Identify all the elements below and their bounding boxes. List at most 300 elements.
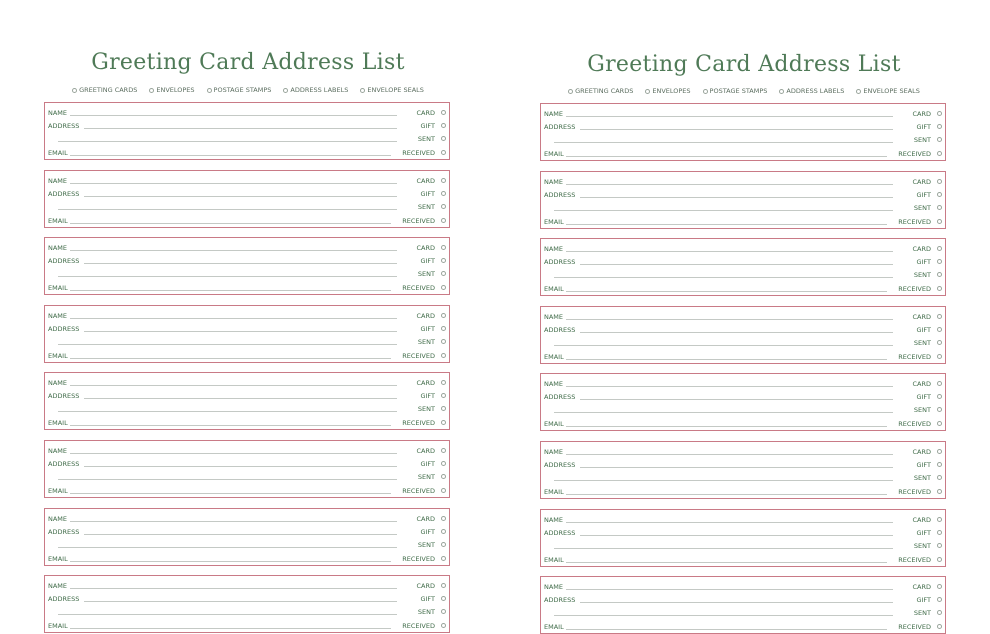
email-line[interactable] xyxy=(70,493,391,494)
gift-label: GIFT xyxy=(420,460,435,468)
sent-label: SENT xyxy=(417,405,435,414)
name-label: NAME xyxy=(48,244,68,253)
card-checkbox-icon[interactable] xyxy=(937,449,942,454)
gift-label: GIFT xyxy=(916,123,931,131)
name-label: NAME xyxy=(544,583,564,592)
address-row xyxy=(541,122,945,132)
checkbox-circle-icon[interactable] xyxy=(568,89,573,94)
address-card xyxy=(540,171,946,229)
address-row xyxy=(45,189,449,199)
option-address-labels[interactable] xyxy=(779,87,844,95)
card-checkbox-icon[interactable] xyxy=(937,179,942,184)
email-row xyxy=(45,554,449,564)
sent-checkbox-icon[interactable] xyxy=(937,475,942,480)
sent-label: SENT xyxy=(913,609,931,618)
address-row xyxy=(541,595,945,605)
address-row-2 xyxy=(541,541,945,551)
name-line[interactable] xyxy=(566,589,893,590)
address-line-2[interactable] xyxy=(58,547,397,548)
address-row xyxy=(541,257,945,267)
gift-checkbox-icon[interactable] xyxy=(441,326,446,331)
address-label: ADDRESS xyxy=(544,528,576,537)
name-label: NAME xyxy=(48,582,68,591)
email-line[interactable] xyxy=(70,290,391,291)
email-line[interactable] xyxy=(70,223,391,224)
option-envelope-seals[interactable] xyxy=(360,86,424,94)
sent-label: SENT xyxy=(913,474,931,482)
address-row-2 xyxy=(45,134,449,144)
gift-checkbox-icon[interactable] xyxy=(441,393,446,398)
gift-checkbox-icon[interactable] xyxy=(937,394,942,399)
address-row xyxy=(541,460,945,470)
card-checkbox-icon[interactable] xyxy=(937,246,942,251)
card-checkbox-icon[interactable] xyxy=(937,517,942,522)
address-line[interactable] xyxy=(580,129,893,130)
received-checkbox-icon[interactable] xyxy=(441,218,446,223)
email-row xyxy=(541,555,945,565)
address-row-2 xyxy=(541,338,945,348)
name-row xyxy=(45,311,449,321)
address-line[interactable] xyxy=(84,331,397,332)
gift-checkbox-icon[interactable] xyxy=(937,259,942,264)
checkbox-circle-icon[interactable] xyxy=(703,89,708,94)
email-line[interactable] xyxy=(566,291,887,292)
card-label: CARD xyxy=(416,582,435,591)
email-line[interactable] xyxy=(566,359,887,360)
option-postage-stamps[interactable] xyxy=(703,87,768,95)
email-label: EMAIL xyxy=(48,216,68,225)
address-card xyxy=(44,440,450,498)
gift-checkbox-icon[interactable] xyxy=(937,597,942,602)
supply-options xyxy=(539,87,949,95)
address-line[interactable] xyxy=(84,398,397,399)
received-checkbox-icon[interactable] xyxy=(441,285,446,290)
gift-label: GIFT xyxy=(916,596,931,605)
name-line[interactable] xyxy=(70,385,397,386)
sent-label: SENT xyxy=(417,135,435,143)
option-postage-stamps[interactable] xyxy=(207,86,272,94)
gift-label: GIFT xyxy=(916,190,931,199)
card-checkbox-icon[interactable] xyxy=(441,178,446,183)
card-label: CARD xyxy=(912,312,931,321)
option-envelope-seals[interactable] xyxy=(856,87,920,95)
option-label: GREETING CARDS xyxy=(79,86,138,94)
card-label: CARD xyxy=(416,109,435,117)
option-label: POSTAGE STAMPS xyxy=(709,87,768,95)
address-line[interactable] xyxy=(84,601,397,602)
address-line-2[interactable] xyxy=(554,210,893,211)
address-row xyxy=(45,391,449,401)
name-line[interactable] xyxy=(566,251,893,252)
received-checkbox-icon[interactable] xyxy=(441,623,446,628)
name-label: NAME xyxy=(544,245,564,254)
card-label: CARD xyxy=(912,380,931,389)
address-card xyxy=(44,372,450,430)
gift-label: GIFT xyxy=(420,527,435,536)
sent-checkbox-icon[interactable] xyxy=(441,271,446,276)
email-line[interactable] xyxy=(70,425,391,426)
card-label: CARD xyxy=(912,448,931,456)
gift-label: GIFT xyxy=(916,461,931,469)
email-line[interactable] xyxy=(566,494,887,495)
address-card xyxy=(540,373,946,431)
address-label: ADDRESS xyxy=(48,595,80,604)
name-label: NAME xyxy=(544,448,564,456)
sent-label: SENT xyxy=(417,337,435,346)
address-card xyxy=(44,170,450,228)
address-line[interactable] xyxy=(84,196,397,197)
checkbox-circle-icon[interactable] xyxy=(856,89,861,94)
received-label: RECEIVED xyxy=(898,420,931,429)
sent-checkbox-icon[interactable] xyxy=(441,406,446,411)
option-address-labels[interactable] xyxy=(283,86,348,94)
name-row xyxy=(541,109,945,119)
address-row-2 xyxy=(541,473,945,483)
sent-label: SENT xyxy=(913,338,931,347)
received-checkbox-icon[interactable] xyxy=(441,556,446,561)
sent-label: SENT xyxy=(913,406,931,415)
received-checkbox-icon[interactable] xyxy=(441,150,446,155)
card-checkbox-icon[interactable] xyxy=(441,110,446,115)
received-checkbox-icon[interactable] xyxy=(937,151,942,156)
checkbox-circle-icon[interactable] xyxy=(207,88,212,93)
checkbox-circle-icon[interactable] xyxy=(360,88,365,93)
address-row xyxy=(541,392,945,402)
email-line[interactable] xyxy=(566,156,887,157)
address-line[interactable] xyxy=(580,264,893,265)
name-label: NAME xyxy=(48,176,68,185)
received-label: RECEIVED xyxy=(898,488,931,496)
name-line[interactable] xyxy=(566,319,893,320)
address-line-2[interactable] xyxy=(58,479,397,480)
name-label: NAME xyxy=(544,515,564,524)
name-row xyxy=(541,582,945,592)
sent-checkbox-icon[interactable] xyxy=(441,474,446,479)
card-label: CARD xyxy=(416,311,435,320)
checkbox-circle-icon[interactable] xyxy=(72,88,77,93)
card-checkbox-icon[interactable] xyxy=(937,584,942,589)
option-label: GREETING CARDS xyxy=(575,87,634,95)
address-row xyxy=(541,325,945,335)
card-checkbox-icon[interactable] xyxy=(441,380,446,385)
name-line[interactable] xyxy=(70,521,397,522)
address-line-2[interactable] xyxy=(554,345,893,346)
address-line[interactable] xyxy=(580,399,893,400)
email-row xyxy=(45,216,449,226)
address-label: ADDRESS xyxy=(48,122,80,130)
name-label: NAME xyxy=(544,312,564,321)
gift-label: GIFT xyxy=(420,392,435,401)
received-checkbox-icon[interactable] xyxy=(441,420,446,425)
address-line[interactable] xyxy=(84,534,397,535)
sent-checkbox-icon[interactable] xyxy=(441,339,446,344)
address-line[interactable] xyxy=(580,332,893,333)
address-line[interactable] xyxy=(580,467,893,468)
address-line[interactable] xyxy=(580,535,893,536)
email-line[interactable] xyxy=(70,155,391,156)
sent-checkbox-icon[interactable] xyxy=(937,205,942,210)
name-row xyxy=(45,514,449,524)
email-label: EMAIL xyxy=(544,555,564,564)
gift-checkbox-icon[interactable] xyxy=(441,596,446,601)
name-line[interactable] xyxy=(566,522,893,523)
received-label: RECEIVED xyxy=(898,352,931,361)
address-line[interactable] xyxy=(580,602,893,603)
address-card xyxy=(540,509,946,567)
address-line-2[interactable] xyxy=(58,141,397,142)
sent-label: SENT xyxy=(417,270,435,279)
address-label: ADDRESS xyxy=(48,392,80,401)
email-row xyxy=(541,487,945,497)
checkbox-circle-icon[interactable] xyxy=(283,88,288,93)
email-line[interactable] xyxy=(566,224,887,225)
address-line[interactable] xyxy=(84,466,397,467)
sent-label: SENT xyxy=(417,202,435,211)
email-line[interactable] xyxy=(70,358,391,359)
address-label: ADDRESS xyxy=(544,123,576,131)
email-label: EMAIL xyxy=(48,149,68,157)
received-checkbox-icon[interactable] xyxy=(937,489,942,494)
address-line[interactable] xyxy=(580,197,893,198)
received-checkbox-icon[interactable] xyxy=(441,353,446,358)
email-label: EMAIL xyxy=(48,487,68,495)
sent-checkbox-icon[interactable] xyxy=(937,272,942,277)
gift-checkbox-icon[interactable] xyxy=(441,258,446,263)
email-row xyxy=(45,418,449,428)
address-row-2 xyxy=(45,607,449,617)
email-row xyxy=(541,419,945,429)
sent-checkbox-icon[interactable] xyxy=(937,407,942,412)
email-line[interactable] xyxy=(566,562,887,563)
address-card xyxy=(44,305,450,363)
name-label: NAME xyxy=(544,177,564,186)
gift-label: GIFT xyxy=(916,258,931,267)
address-line[interactable] xyxy=(84,263,397,264)
name-line[interactable] xyxy=(70,453,397,454)
supply-options xyxy=(43,86,453,94)
address-card xyxy=(44,508,450,566)
address-card xyxy=(44,237,450,295)
name-line[interactable] xyxy=(70,183,397,184)
received-checkbox-icon[interactable] xyxy=(937,286,942,291)
gift-checkbox-icon[interactable] xyxy=(937,462,942,467)
address-line-2[interactable] xyxy=(554,615,893,616)
gift-checkbox-icon[interactable] xyxy=(937,327,942,332)
address-line-2[interactable] xyxy=(554,480,893,481)
name-label: NAME xyxy=(544,380,564,389)
gift-checkbox-icon[interactable] xyxy=(441,191,446,196)
email-line[interactable] xyxy=(70,628,391,629)
address-label: ADDRESS xyxy=(48,324,80,333)
received-checkbox-icon[interactable] xyxy=(937,354,942,359)
gift-checkbox-icon[interactable] xyxy=(441,461,446,466)
received-label: RECEIVED xyxy=(402,351,435,360)
option-greeting-cards[interactable] xyxy=(568,87,633,95)
card-checkbox-icon[interactable] xyxy=(441,448,446,453)
address-row-2 xyxy=(45,540,449,550)
card-label: CARD xyxy=(912,583,931,592)
address-row-2 xyxy=(45,404,449,414)
name-line[interactable] xyxy=(566,454,893,455)
address-line-2[interactable] xyxy=(58,614,397,615)
option-label: ADDRESS LABELS xyxy=(290,86,349,94)
email-label: EMAIL xyxy=(544,420,564,429)
address-row xyxy=(45,527,449,537)
email-label: EMAIL xyxy=(544,488,564,496)
received-label: RECEIVED xyxy=(898,623,931,632)
email-row xyxy=(541,352,945,362)
name-label: NAME xyxy=(48,447,68,455)
card-checkbox-icon[interactable] xyxy=(441,583,446,588)
sent-checkbox-icon[interactable] xyxy=(441,542,446,547)
address-row-2 xyxy=(45,472,449,482)
received-checkbox-icon[interactable] xyxy=(937,624,942,629)
address-label: ADDRESS xyxy=(544,258,576,267)
sent-checkbox-icon[interactable] xyxy=(937,543,942,548)
address-row-2 xyxy=(45,269,449,279)
checkbox-circle-icon[interactable] xyxy=(779,89,784,94)
sent-checkbox-icon[interactable] xyxy=(937,340,942,345)
address-label: ADDRESS xyxy=(48,460,80,468)
name-line[interactable] xyxy=(70,115,397,116)
option-envelopes[interactable] xyxy=(149,86,194,94)
option-label: ENVELOPE SEALS xyxy=(367,86,424,94)
name-row xyxy=(45,243,449,253)
option-greeting-cards[interactable] xyxy=(72,86,137,94)
received-checkbox-icon[interactable] xyxy=(937,421,942,426)
gift-checkbox-icon[interactable] xyxy=(441,529,446,534)
address-line-2[interactable] xyxy=(58,411,397,412)
address-card xyxy=(44,102,450,160)
gift-label: GIFT xyxy=(420,595,435,604)
address-line-2[interactable] xyxy=(554,412,893,413)
sent-label: SENT xyxy=(417,473,435,481)
gift-label: GIFT xyxy=(420,324,435,333)
address-row-2 xyxy=(541,608,945,618)
option-envelopes[interactable] xyxy=(645,87,690,95)
sent-label: SENT xyxy=(913,541,931,550)
received-label: RECEIVED xyxy=(402,284,435,293)
address-line-2[interactable] xyxy=(58,209,397,210)
card-label: CARD xyxy=(912,515,931,524)
email-row xyxy=(45,351,449,361)
sent-checkbox-icon[interactable] xyxy=(441,136,446,141)
address-line-2[interactable] xyxy=(58,344,397,345)
address-row-2 xyxy=(541,203,945,213)
address-label: ADDRESS xyxy=(544,325,576,334)
email-row xyxy=(45,283,449,293)
name-line[interactable] xyxy=(70,588,397,589)
sent-checkbox-icon[interactable] xyxy=(937,137,942,142)
email-row xyxy=(541,284,945,294)
received-label: RECEIVED xyxy=(898,217,931,226)
address-label: ADDRESS xyxy=(544,190,576,199)
sent-label: SENT xyxy=(417,540,435,549)
card-checkbox-icon[interactable] xyxy=(441,516,446,521)
name-row xyxy=(45,176,449,186)
address-line[interactable] xyxy=(84,128,397,129)
email-line[interactable] xyxy=(566,426,887,427)
card-label: CARD xyxy=(912,177,931,186)
address-row-2 xyxy=(541,135,945,145)
name-label: NAME xyxy=(48,514,68,523)
email-line[interactable] xyxy=(70,561,391,562)
address-card xyxy=(540,103,946,161)
name-line[interactable] xyxy=(566,184,893,185)
address-line-2[interactable] xyxy=(58,276,397,277)
checkbox-circle-icon[interactable] xyxy=(645,89,650,94)
name-row xyxy=(541,312,945,322)
card-checkbox-icon[interactable] xyxy=(937,381,942,386)
address-line-2[interactable] xyxy=(554,142,893,143)
sent-checkbox-icon[interactable] xyxy=(441,204,446,209)
name-row xyxy=(541,244,945,254)
card-checkbox-icon[interactable] xyxy=(441,245,446,250)
received-checkbox-icon[interactable] xyxy=(441,488,446,493)
address-row xyxy=(45,121,449,131)
card-checkbox-icon[interactable] xyxy=(937,111,942,116)
address-label: ADDRESS xyxy=(48,257,80,266)
name-line[interactable] xyxy=(70,318,397,319)
name-line[interactable] xyxy=(566,386,893,387)
card-label: CARD xyxy=(416,244,435,253)
gift-checkbox-icon[interactable] xyxy=(937,192,942,197)
received-checkbox-icon[interactable] xyxy=(937,219,942,224)
address-row xyxy=(541,190,945,200)
address-label: ADDRESS xyxy=(544,393,576,402)
name-row xyxy=(45,446,449,456)
address-card xyxy=(540,576,946,634)
sent-label: SENT xyxy=(913,203,931,212)
address-line-2[interactable] xyxy=(554,548,893,549)
name-row xyxy=(541,177,945,187)
address-card xyxy=(540,441,946,499)
email-label: EMAIL xyxy=(544,217,564,226)
option-label: POSTAGE STAMPS xyxy=(213,86,272,94)
gift-label: GIFT xyxy=(916,325,931,334)
sent-label: SENT xyxy=(913,271,931,280)
address-row xyxy=(541,528,945,538)
gift-checkbox-icon[interactable] xyxy=(441,123,446,128)
name-label: NAME xyxy=(48,311,68,320)
sent-checkbox-icon[interactable] xyxy=(937,610,942,615)
address-line-2[interactable] xyxy=(554,277,893,278)
card-checkbox-icon[interactable] xyxy=(937,314,942,319)
gift-checkbox-icon[interactable] xyxy=(937,124,942,129)
received-label: RECEIVED xyxy=(402,149,435,157)
received-checkbox-icon[interactable] xyxy=(937,557,942,562)
sent-checkbox-icon[interactable] xyxy=(441,609,446,614)
name-line[interactable] xyxy=(566,116,893,117)
email-label: EMAIL xyxy=(48,351,68,360)
received-label: RECEIVED xyxy=(898,555,931,564)
address-card xyxy=(44,575,450,633)
checkbox-circle-icon[interactable] xyxy=(149,88,154,93)
name-row xyxy=(541,515,945,525)
name-line[interactable] xyxy=(70,250,397,251)
email-label: EMAIL xyxy=(544,623,564,632)
email-row xyxy=(541,149,945,159)
card-label: CARD xyxy=(912,245,931,254)
email-row xyxy=(541,217,945,227)
address-row xyxy=(45,459,449,469)
email-label: EMAIL xyxy=(544,150,564,158)
card-label: CARD xyxy=(416,514,435,523)
received-label: RECEIVED xyxy=(402,622,435,631)
card-checkbox-icon[interactable] xyxy=(441,313,446,318)
gift-checkbox-icon[interactable] xyxy=(937,530,942,535)
email-row xyxy=(45,148,449,158)
